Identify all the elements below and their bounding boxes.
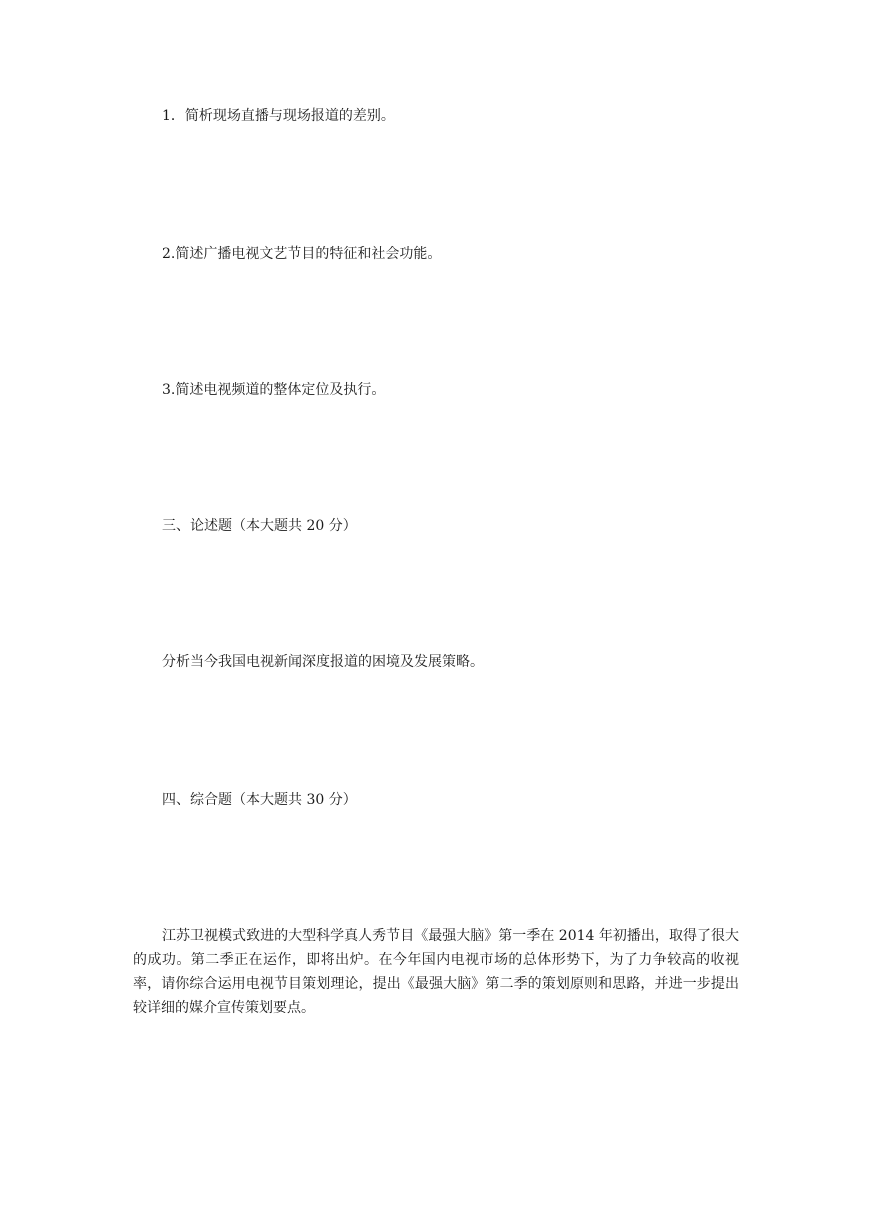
question-3: 3.简述电视频道的整体定位及执行。 — [162, 382, 386, 398]
section-4-heading: 四、综合题（本大题共 30 分） — [162, 792, 357, 808]
question-2: 2.简述广播电视文艺节目的特征和社会功能。 — [162, 246, 442, 262]
section-3-heading: 三、论述题（本大题共 20 分） — [162, 518, 357, 534]
essay-question: 分析当今我国电视新闻深度报道的困境及发展策略。 — [162, 654, 484, 670]
question-1: 1．简析现场直播与现场报道的差别。 — [162, 108, 395, 124]
comprehensive-question: 江苏卫视模式致进的大型科学真人秀节目《最强大脑》第一季在 2014 年初播出，取得了很大的成功。第二季正在运作，即将出炉。在今年国内电视市场的总体形势下，为了力争较高的收视率，请你综合运用电视节目策划理论，提出《最强大脑》第二季的策划原则和思路，并进一步提出较详细的媒介宣传策划要点。 — [133, 928, 739, 1016]
